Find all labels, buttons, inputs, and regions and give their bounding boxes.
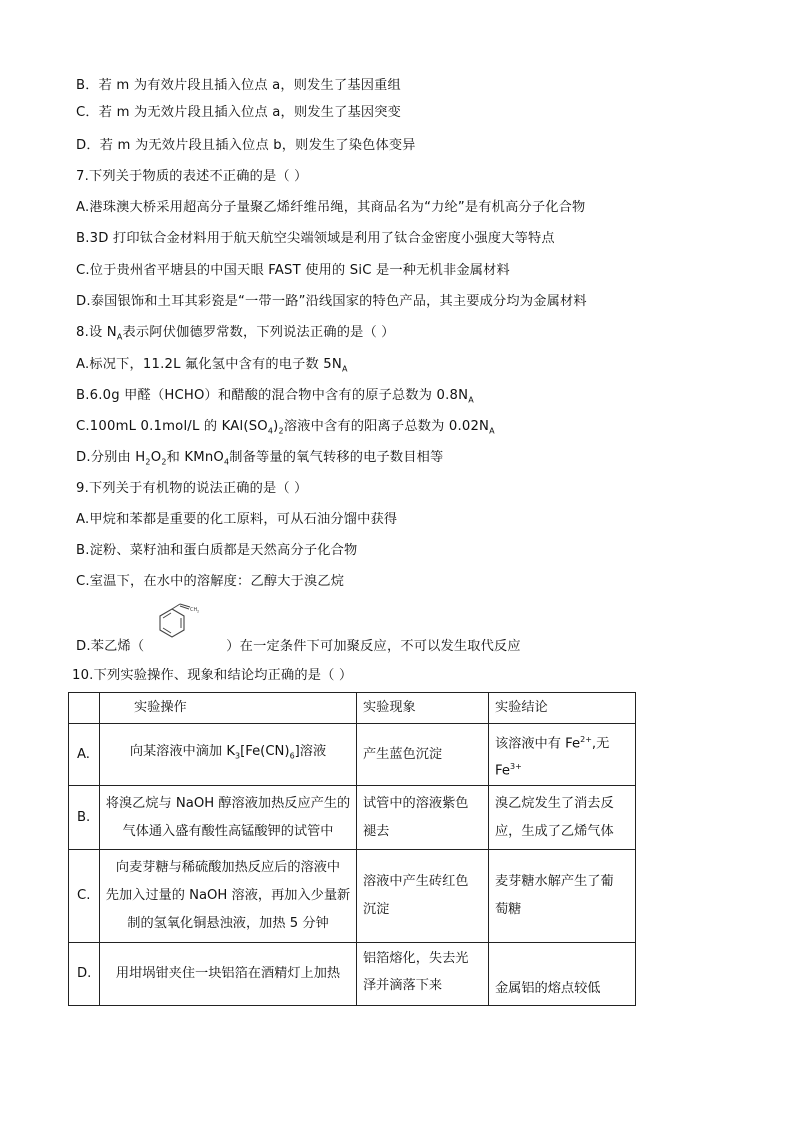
question-9-option-a: [76, 511, 397, 529]
operation-cell: [100, 724, 357, 786]
subscript: A: [116, 332, 123, 342]
text: B.6.0g 甲醛（HCHO）和醋酸的混合物中含有的原子总数为 0.8N: [76, 388, 469, 403]
header-cell: [69, 693, 100, 724]
text: C.室温下，在水中的溶解度：乙醇大于溴乙烷: [76, 574, 345, 589]
table-row: [69, 850, 636, 943]
experiment-table: [68, 692, 636, 1006]
question-7-option-a: [76, 199, 585, 217]
text: 向麦芽糖与稀硫酸加热反应后的溶液中: [115, 860, 341, 875]
text: 10.下列实验操作、现象和结论均正确的是（ ）: [72, 668, 353, 683]
text: ,无: [591, 736, 610, 752]
conclusion-cell: [489, 850, 636, 943]
question-8-option-d: [76, 449, 443, 472]
question-8-option-a: [76, 356, 348, 379]
header-cell: 实验现象: [357, 693, 489, 724]
subscript: 4: [223, 457, 230, 467]
text: 溶液中产生砖红色: [363, 874, 469, 889]
text: 7.下列关于物质的表述不正确的是（ ）: [76, 169, 308, 184]
operation-cell: 用坩埚钳夹住一块铝箔在酒精灯上加热: [100, 943, 357, 1006]
text: A.甲烷和苯都是重要的化工原料，可从石油分馏中获得: [76, 512, 398, 527]
text: 铝箔熔化，失去光: [363, 951, 469, 966]
question-9: [76, 480, 308, 498]
header-cell: 实验操作: [100, 693, 357, 724]
question-9-option-b: [76, 542, 357, 560]
header-cell: 实验结论: [489, 693, 636, 724]
text: 萄糖: [495, 902, 522, 917]
row-label: B.: [69, 786, 100, 850]
text: B．若 m 为有效片段且插入位点 a，则发生了基因重组: [76, 78, 401, 93]
text: Fe: [495, 762, 510, 778]
text: 9.下列关于有机物的说法正确的是（ ）: [76, 481, 308, 496]
question-10: [72, 667, 352, 685]
question-8-option-c: [76, 418, 495, 441]
svg-text:2: 2: [197, 609, 200, 614]
question-7-option-b: [76, 230, 555, 248]
phenomenon-cell: 产生蓝色沉淀: [357, 724, 489, 786]
text: ]溶液: [294, 744, 327, 760]
question-7-option-d: [76, 293, 587, 311]
text: 制备等量的氧气转移的电子数目相等: [229, 450, 444, 465]
conclusion-cell: 金属铝的熔点较低: [489, 943, 636, 1006]
conclusion-cell: [489, 724, 636, 786]
subscript: 4: [267, 426, 274, 436]
table-row: [69, 786, 636, 850]
text: 应，生成了乙烯气体: [495, 823, 614, 839]
operation-cell: [100, 850, 357, 943]
text: ）在一定条件下可加聚反应，不可以发生取代反应: [226, 639, 521, 654]
phenomenon-cell: [357, 786, 489, 850]
text: 褪去: [363, 823, 390, 839]
text: 该溶液中有 Fe: [495, 736, 581, 752]
subscript: A: [489, 426, 495, 436]
question-8-option-b: [76, 387, 474, 410]
question-8: [76, 324, 395, 347]
text: C.位于贵州省平塘县的中国天眼 FAST 使用的 SiC 是一种无机非金属材料: [76, 263, 510, 278]
superscript: 3+: [509, 761, 522, 771]
text: 溶液中含有的阳离子总数为 0.02N: [283, 419, 490, 434]
question-7-option-c: [76, 262, 510, 280]
text: C．若 m 为无效片段且插入位点 a，则发生了基因突变: [76, 105, 402, 120]
text: 试管中的溶液紫色: [363, 795, 469, 811]
text: D.分别由 H: [76, 450, 146, 465]
row-label: A.: [69, 724, 100, 786]
text: 制的氢氧化铜悬浊液，加热 5 分钟: [127, 916, 329, 931]
phenomenon-cell: [357, 943, 489, 1006]
superscript: 2+: [580, 735, 592, 745]
text: A.标况下，11.2L 氟化氢中含有的电子数 5N: [76, 357, 342, 372]
subscript: A: [468, 395, 474, 405]
subscript: 2: [145, 457, 151, 467]
subscript: A: [341, 364, 348, 374]
phenomenon-cell: [357, 850, 489, 943]
table-row: [69, 724, 636, 786]
subscript: 6: [289, 751, 295, 761]
table-header-row: [69, 693, 636, 724]
text: 泽并滴落下来: [363, 978, 443, 993]
subscript: 3: [234, 751, 241, 761]
text: C.100mL 0.1mol/L 的 KAl(SO: [76, 419, 268, 434]
text: ): [273, 419, 279, 434]
text: 沉淀: [363, 902, 390, 917]
text: D.泰国银饰和土耳其彩瓷是“一带一路”沿线国家的特色产品，其主要成分均为金属材料: [76, 294, 587, 309]
row-label: C.: [69, 850, 100, 943]
text: 表示阿伏伽德罗常数，下列说法正确的是（ ）: [122, 325, 395, 340]
question-7: [76, 168, 308, 186]
text: O: [150, 450, 162, 465]
question-c-line: [76, 104, 401, 122]
table-row: [69, 943, 636, 1006]
question-d-line: [76, 137, 416, 155]
svg-text:CH: CH: [190, 607, 198, 613]
text: 麦芽糖水解产生了葡: [495, 874, 614, 889]
subscript: 2: [161, 457, 167, 467]
conclusion-cell: [489, 786, 636, 850]
text: 向某溶液中滴加 K: [129, 744, 235, 760]
question-9-option-d: [76, 638, 521, 656]
text: B.淀粉、菜籽油和蛋白质都是天然高分子化合物: [76, 543, 358, 558]
text: 先加入过量的 NaOH 溶液，再加入少量新: [105, 888, 351, 903]
text: 溴乙烷发生了消去反: [495, 795, 614, 811]
text: 气体通入盛有酸性高锰酸钾的试管中: [122, 823, 334, 839]
text: D.苯乙烯（: [76, 639, 145, 654]
question-b-line: [76, 77, 401, 95]
operation-cell: [100, 786, 357, 850]
text: A.港珠澳大桥采用超高分子量聚乙烯纤维吊绳，其商品名为“力纶”是有机高分子化合物: [76, 200, 586, 215]
text: 8.设 N: [76, 325, 117, 340]
subscript: 2: [278, 426, 284, 436]
text: D．若 m 为无效片段且插入位点 b，则发生了染色体变异: [76, 138, 416, 153]
text: [Fe(CN): [240, 744, 290, 760]
row-label: D.: [69, 943, 100, 1006]
text: 将溴乙烷与 NaOH 醇溶液加热反应产生的: [105, 795, 351, 811]
styrene-structure: [150, 603, 222, 653]
text: 和 KMnO: [166, 450, 224, 465]
question-9-option-c: [76, 573, 344, 591]
text: B.3D 打印钛合金材料用于航天航空尖端领域是利用了钛合金密度小强度大等特点: [76, 231, 555, 246]
